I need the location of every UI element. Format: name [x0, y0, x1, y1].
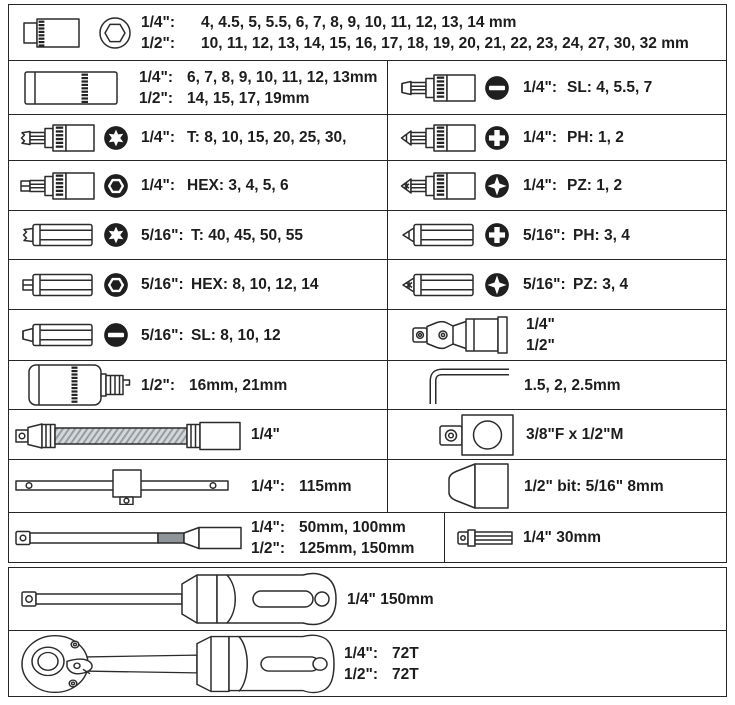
slotted-circle-icon [103, 322, 129, 348]
row-deep-sockets-and-sl-bit-sockets [8, 60, 727, 115]
cell [9, 211, 387, 259]
universal-joint-icon [412, 313, 516, 357]
torx-bit-icon [17, 222, 95, 248]
hex-circle-icon [103, 173, 129, 199]
cell [444, 513, 726, 562]
row-hex-and-pozidriv-bit-sockets [8, 160, 727, 211]
pozidriv-bit-icon [398, 272, 476, 298]
row-hex-and-pozidriv-bits [8, 259, 727, 310]
size-values: 4, 4.5, 5, 5.5, 6, 7, 8, 9, 10, 11, 12, 13, 14 mm [201, 13, 517, 31]
size-label: 1/4": [141, 177, 176, 194]
row-flexible-extension-and-adapter [8, 409, 727, 460]
row-sl-bits-and-universal-joint [8, 309, 727, 361]
cell [387, 211, 726, 259]
size-label: 5/16": [141, 276, 184, 293]
hex-bit-icon [17, 272, 95, 298]
row-extension-bars-and-30mm-adapter [8, 512, 727, 563]
slotted-bit-socket-icon [398, 70, 476, 106]
cell [387, 161, 726, 210]
cell [9, 310, 387, 360]
size-label: 1/4": [251, 477, 286, 495]
size-values: 1/2" bit: 5/16" 8mm [524, 477, 664, 495]
size-values: 1/4" 150mm [347, 590, 434, 608]
cell [9, 460, 387, 512]
row-ratchet-handle [8, 630, 727, 697]
size-label: 1/4": [523, 129, 558, 146]
size-values: PZ: 3, 4 [573, 276, 629, 293]
size-label: 1/4": [141, 129, 176, 146]
pozidriv-bit-socket-icon [398, 168, 476, 204]
cell [9, 61, 387, 114]
row-torx-and-phillips-bits [8, 210, 727, 260]
size-label: 5/16": [141, 226, 184, 244]
cell [9, 410, 387, 459]
cell [387, 61, 726, 114]
size-values: SL: 4, 5.5, 7 [567, 79, 653, 96]
size-label: 1/2": [141, 34, 176, 52]
cell [9, 260, 387, 309]
cell [9, 161, 387, 210]
size-values: 72T [392, 644, 419, 662]
sliding-t-bar-icon [15, 467, 241, 505]
size-values: 50mm, 100mm [299, 518, 406, 536]
row-torx-and-phillips-bit-sockets [8, 114, 727, 161]
cell [9, 568, 434, 630]
size-values: 115mm [299, 477, 352, 495]
size-label: 1/4" [526, 316, 555, 333]
size-label: 1/2": [251, 539, 286, 557]
slotted-bit-icon [17, 322, 95, 348]
hex-key-icon [424, 364, 512, 406]
cell [387, 310, 726, 360]
cell [9, 513, 444, 562]
spark-plug-socket-icon [27, 362, 131, 408]
size-label: 1/2": [344, 665, 379, 683]
shallow-socket-and-hex-front-icon [23, 13, 133, 53]
size-label: 1/4": [523, 79, 558, 96]
phillips-bit-icon [398, 222, 476, 248]
size-values: PH: 1, 2 [567, 129, 624, 146]
size-values: 125mm, 150mm [299, 539, 415, 557]
size-values: HEX: 3, 4, 5, 6 [187, 177, 289, 194]
size-label: 1/4": [141, 13, 176, 31]
size-label: 1/4" [251, 426, 280, 443]
row-sliding-t-bar-and-bit-holder [8, 459, 727, 513]
phillips-bit-socket-icon [398, 120, 476, 156]
size-values: 72T [392, 665, 419, 683]
torx-circle-icon [103, 222, 129, 248]
hex-bit-socket-icon [17, 168, 95, 204]
socket-adapter-icon [438, 412, 516, 458]
size-label: 1/2": [139, 89, 174, 107]
torx-bit-socket-icon [17, 120, 95, 156]
size-values: 14, 15, 17, 19mm [187, 89, 310, 107]
phillips-circle-icon [484, 125, 510, 151]
adapter-30mm-icon [457, 527, 513, 549]
size-values: PH: 3, 4 [573, 226, 630, 244]
size-label: 1/4": [251, 518, 286, 536]
size-label: 1/2" [526, 337, 555, 354]
pozidriv-circle-icon [484, 173, 510, 199]
cell [9, 361, 387, 409]
cell [387, 115, 726, 160]
hex-circle-icon [103, 272, 129, 298]
torx-circle-icon [103, 125, 129, 151]
bit-holder-adapter-icon [444, 462, 510, 510]
row-shallow-sockets [8, 4, 727, 61]
slotted-circle-icon [484, 75, 510, 101]
size-label: 1/4": [344, 644, 379, 662]
cell [9, 5, 689, 60]
size-values: 1.5, 2, 2.5mm [524, 376, 621, 394]
size-values: 16mm, 21mm [189, 376, 288, 394]
cell [9, 115, 387, 160]
size-values: 6, 7, 8, 9, 10, 11, 12, 13mm [187, 68, 378, 86]
cell [387, 410, 726, 459]
size-values: 10, 11, 12, 13, 14, 15, 16, 17, 18, 19, 20, 21, 22, 23, 24, 27, 30, 32 mm [201, 34, 689, 52]
size-values: SL: 8, 10, 12 [191, 326, 281, 344]
phillips-circle-icon [484, 222, 510, 248]
row-spark-plug-sockets-and-hex-keys [8, 360, 727, 410]
size-values: 1/4" 30mm [523, 529, 602, 546]
deep-socket-icon [23, 68, 119, 108]
size-values: PZ: 1, 2 [567, 177, 623, 194]
extension-bar-icon [15, 523, 243, 553]
size-values: HEX: 8, 10, 12, 14 [191, 276, 319, 293]
spinner-handle-icon [21, 570, 337, 628]
size-label: 1/2": [141, 376, 176, 394]
size-label: 5/16": [523, 276, 566, 293]
size-values: 3/8"F x 1/2"M [526, 426, 624, 443]
size-label: 5/16": [523, 226, 566, 244]
pozidriv-circle-icon [484, 272, 510, 298]
size-label: 5/16": [141, 326, 184, 344]
size-label: 1/4": [523, 177, 558, 194]
size-values: T: 40, 45, 50, 55 [191, 226, 304, 244]
cell [387, 460, 726, 512]
cell [9, 631, 419, 696]
size-label: 1/4": [139, 68, 174, 86]
flexible-extension-icon [15, 417, 241, 453]
cell [387, 260, 726, 309]
ratchet-handle-icon [17, 633, 335, 695]
row-spinner-handle [8, 567, 727, 631]
cell [387, 361, 726, 409]
size-values: T: 8, 10, 15, 20, 25, 30, [187, 129, 347, 146]
